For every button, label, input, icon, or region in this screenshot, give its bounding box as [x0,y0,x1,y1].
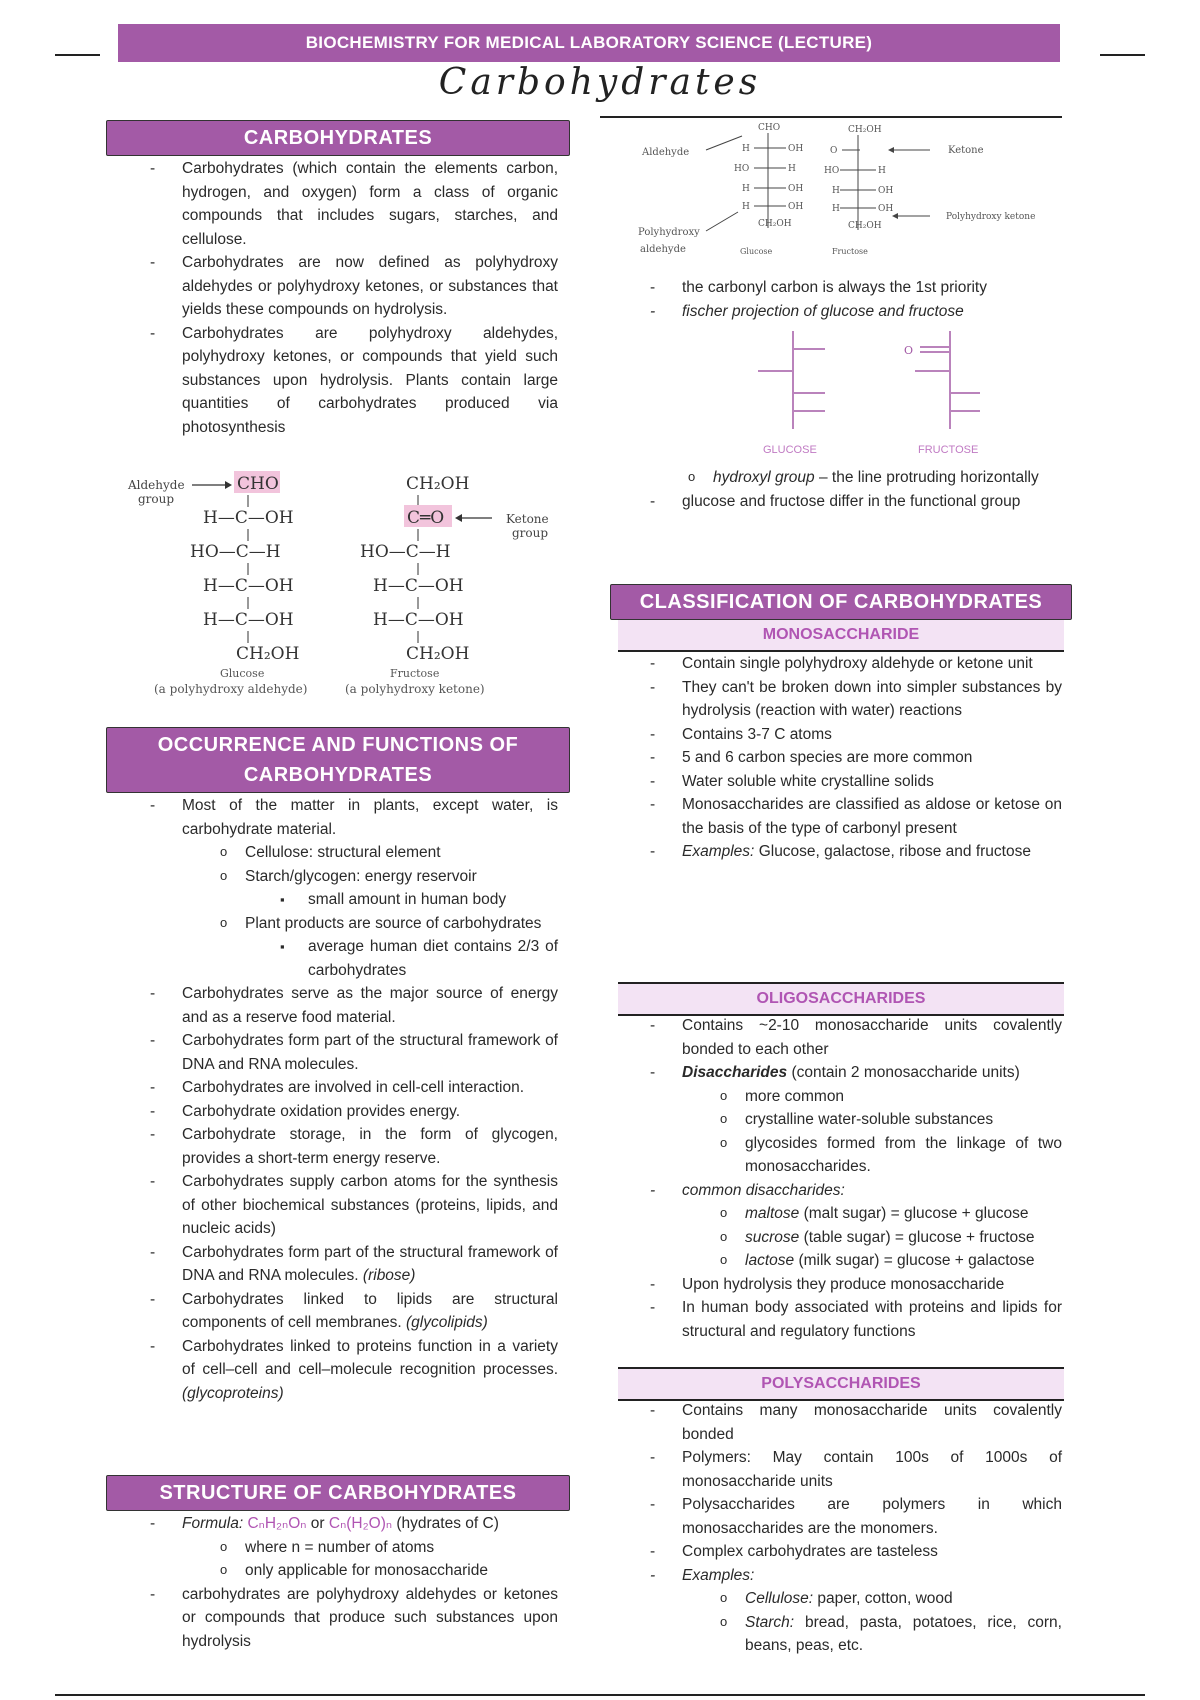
section-heading-classification: CLASSIFICATION OF CARBOHYDRATES [610,584,1072,620]
glucose-name: Glucose [220,667,265,680]
hydroxyl-notes [650,466,1062,513]
disaccharides-note: (contain 2 monosaccharide units) [791,1064,1020,1081]
list-item: - Contains many monosaccharide units covalently bonded [650,1399,1062,1446]
small-fructose-top: CH₂OH [848,125,882,135]
list-item: - Contains ~2-10 monosaccharide units covalently bonded to each other [650,1014,1062,1061]
fischer-glucose-label: GLUCOSE [763,444,817,456]
aldehyde-group-label-2: group [138,492,175,506]
fructose-row-5: H—C—OH [373,610,464,630]
formula-note: (hydrates of C) [396,1515,499,1532]
small-glucose-bottom: CH₂OH [758,219,792,229]
list-subitem [650,1611,1062,1658]
list-subitem: o only applicable for monosaccharide [150,1559,558,1583]
formula-label: Formula: [182,1515,244,1532]
list-item: - In human body associated with proteins and lipids for structural and regulatory functions [650,1296,1062,1343]
formula-1: CₙH₂ₙOₙ [247,1515,307,1532]
item-text: Carbohydrates form part of the structural framework of DNA and RNA molecules. [182,1243,558,1284]
maltose-rest: (malt sugar) = glucose + glucose [803,1205,1029,1222]
list-item: - Examples: [650,1564,1062,1588]
fructose-row-1: CH₂OH [406,474,470,494]
glucose-row-2: H—C—OH [203,508,294,528]
polyhydroxy-ketone-label: Polyhydroxy ketone [946,212,1036,222]
oligosaccharides-heading: OLIGOSACCHARIDES [618,982,1064,1016]
aldehyde-label: Aldehyde [642,147,690,158]
hydroxyl-def: – the line protruding horizontally [818,469,1039,486]
list-item: - common disaccharides: [650,1179,1062,1203]
list-subitem: o Plant products are source of carbohydrates [150,912,558,936]
list-item: - 5 and 6 carbon species are more common [650,746,1062,770]
list-item: - Carbohydrate oxidation provides energy. [150,1100,558,1124]
glucose-row-1: CHO [237,474,279,494]
list-subitem [650,1202,1062,1226]
sucrose-rest: (table sugar) = glucose + fructose [803,1228,1035,1246]
list-item: - Upon hydrolysis they produce monosaccharide [650,1273,1062,1297]
list-item: - Carbohydrates form part of the structural framework of DNA and RNA molecules. [150,1029,558,1076]
fructose-row-2: C═O [407,508,445,528]
fructose-row-4: H—C—OH [373,576,464,596]
list-item: - Carbohydrates supply carbon atoms for the synthesis of other biochemical substances (proteins, lipids, and nucleic acids) [150,1170,558,1241]
small-fructose-bottom: CH₂OH [848,221,882,231]
g-h-2: H [788,164,796,174]
glucose-desc: (a polyhydroxy aldehyde) [154,682,308,696]
oligosaccharides-list [650,1014,1062,1343]
list-item: - Carbohydrates are now defined as polyhydroxy aldehydes or polyhydroxy ketones, or substances that yields these compounds on hydrolysis. [150,251,558,322]
monosaccharide-list [650,652,1062,864]
cellulose-name: Cellulose: [745,1590,814,1607]
item-emphasis: (ribose) [362,1267,416,1284]
f-h-3: H [832,186,840,196]
occurrence-heading-line2: CARBOHYDRATES [243,764,433,786]
small-fructose-name: Fructose [832,247,868,256]
fischer-o-label: O [904,344,914,357]
g-ho-2: HO [734,164,750,174]
f-ho-2: HO [824,166,840,176]
glucose-row-3: HO—C—H [190,542,281,562]
list-item: - Monosaccharides are classified as aldose or ketose on the basis of the type of carbonyl present [650,793,1062,840]
glucose-row-6: CH₂OH [236,644,300,664]
starch-name: Starch: [745,1613,795,1631]
ketone-label: Ketone [948,145,984,156]
course-banner: BIOCHEMISTRY FOR MEDICAL LABORATORY SCIENCE (LECTURE) [118,24,1060,62]
list-subitem: o crystalline water-soluble substances [650,1108,1062,1132]
cellulose-rest: paper, cotton, wood [817,1590,953,1607]
fructose-name: Fructose [390,667,440,680]
maltose-name: maltose [745,1205,800,1222]
section-heading-carbohydrates: CARBOHYDRATES [106,120,570,156]
glucose-row-5: H—C—OH [203,610,294,630]
f-oh-4: OH [878,204,894,214]
list-item: - Contains 3-7 C atoms [650,723,1062,747]
sucrose-name: sucrose [745,1228,800,1246]
starch-rest: bread, pasta, potatoes, rice, corn, beans, peas, etc. [745,1613,1062,1654]
polysaccharides-heading: POLYSACCHARIDES [618,1367,1064,1401]
fischer-projection-figure [740,325,1000,460]
item-text: Carbohydrates linked to lipids are structural components of cell membranes. [182,1290,558,1331]
item-emphasis: (glycolipids) [406,1314,488,1331]
list-item [150,1241,558,1288]
formula-item [150,1512,558,1536]
section-heading-structure: STRUCTURE OF CARBOHYDRATES [106,1475,570,1511]
lactose-rest: (milk sugar) = glucose + galactose [798,1252,1035,1269]
polyhydroxy-label-2: aldehyde [640,244,686,255]
bottom-rule [55,1694,1145,1696]
examples-label: Examples: [682,843,755,860]
list-subsubitem: ▪ average human diet contains 2/3 of carbohydrates [150,935,558,982]
list-item: - Contain single polyhydroxy aldehyde or ketone unit [650,652,1062,676]
fischer-labeled-figure [630,118,1070,268]
list-item: - Water soluble white crystalline solids [650,770,1062,794]
glucose-fructose-structure-figure [120,465,560,705]
list-item [650,1061,1062,1085]
g-oh-3: OH [788,184,804,194]
aldehyde-group-label: Aldehyde [128,478,185,492]
list-item: - Complex carbohydrates are tasteless [650,1540,1062,1564]
carbonyl-note: - the carbonyl carbon is always the 1st priority [650,276,1062,300]
hydroxyl-term: hydroxyl group [713,469,815,486]
fructose-desc: (a polyhydroxy ketone) [345,682,485,696]
small-glucose-top: CHO [758,123,781,133]
list-item: - Polymers: May contain 100s of 1000s of monosaccharide units [650,1446,1062,1493]
top-right-rule [1100,54,1145,56]
occurrence-list [150,794,558,1405]
list-item: - Carbohydrates are polyhydroxy aldehydes, polyhydroxy ketones, or compounds that yield such substances upon hydrolysis. Plants contain large quantities of carbohydrates produced via photosynthesis [150,322,558,440]
structure-list [150,1512,558,1653]
list-item: - Polysaccharides are polymers in which monosaccharides are the monomers. [650,1493,1062,1540]
occurrence-heading-line1: OCCURRENCE AND FUNCTIONS OF [157,734,519,756]
f-h-2: H [878,166,886,176]
list-item [150,1335,558,1406]
list-item: - carbohydrates are polyhydroxy aldehydes or ketones or compounds that produce such substances upon hydrolysis [150,1583,558,1654]
hydroxyl-item [618,466,1062,490]
polyhydroxy-label-1: Polyhydroxy [638,227,700,238]
list-subitem: o Starch/glycogen: energy reservoir [150,865,558,889]
fischer-fructose-label: FRUCTOSE [918,444,979,456]
section-heading-occurrence [106,727,570,793]
ketone-group-label-2: group [512,526,549,540]
small-glucose-name: Glucose [740,247,773,256]
examples-text: Glucose, galactose, ribose and fructose [758,843,1031,860]
f-o: O [830,146,838,156]
list-subitem: o more common [650,1085,1062,1109]
g-oh-4: OH [788,202,804,212]
list-item: - Most of the matter in plants, except water, is carbohydrate material. [150,794,558,841]
item-emphasis: (glycoproteins) [182,1384,284,1402]
list-item [150,1288,558,1335]
g-oh-1: OH [788,144,804,154]
list-subitem [650,1587,1062,1611]
list-subitem: o Cellulose: structural element [150,841,558,865]
list-item: - They can't be broken down into simpler substances by hydrolysis (reaction with water) reactions [650,676,1062,723]
list-subitem [650,1249,1062,1273]
top-left-rule [55,54,100,56]
f-h-4: H [832,204,840,214]
formula-or: or [310,1515,325,1532]
ketone-group-label: Ketone [506,512,549,526]
lactose-name: lactose [745,1252,795,1269]
disaccharides-label: Disaccharides [682,1064,788,1081]
g-h-3: H [742,184,750,194]
list-item: - Carbohydrates (which contain the elements carbon, hydrogen, and oxygen) form a class of organic compounds that includes sugars, starches, and cellulose. [150,157,558,251]
g-h-1: H [742,144,750,154]
item-text: Carbohydrates linked to proteins function in a variety of cell–cell and cell–molecule recognition processes. [182,1337,558,1378]
glucose-row-4: H—C—OH [203,576,294,596]
f-oh-3: OH [878,186,894,196]
differ-note: - glucose and fructose differ in the functional group [650,490,1062,514]
fischer-note: - fischer projection of glucose and fructose [650,300,1062,324]
g-h-4: H [742,202,750,212]
list-item: - Carbohydrates serve as the major source of energy and as a reserve food material. [150,982,558,1029]
list-subitem: o glycosides formed from the linkage of two monosaccharides. [650,1132,1062,1179]
monosaccharide-heading: MONOSACCHARIDE [618,620,1064,652]
carbohydrates-list [150,157,558,439]
list-subitem: o where n = number of atoms [150,1536,558,1560]
page-title: Carbohydrates [438,62,762,103]
formula-2: Cₙ(H₂O)ₙ [328,1515,393,1532]
fischer-notes [650,276,1062,323]
fructose-row-3: HO—C—H [360,542,451,562]
fructose-row-6: CH₂OH [406,644,470,664]
list-subsubitem: ▪ small amount in human body [150,888,558,912]
list-subitem [650,1226,1062,1250]
list-item [650,840,1062,864]
list-item: - Carbohydrates are involved in cell-cell interaction. [150,1076,558,1100]
list-item: - Carbohydrate storage, in the form of glycogen, provides a short-term energy reserve. [150,1123,558,1170]
polysaccharides-list [650,1399,1062,1658]
